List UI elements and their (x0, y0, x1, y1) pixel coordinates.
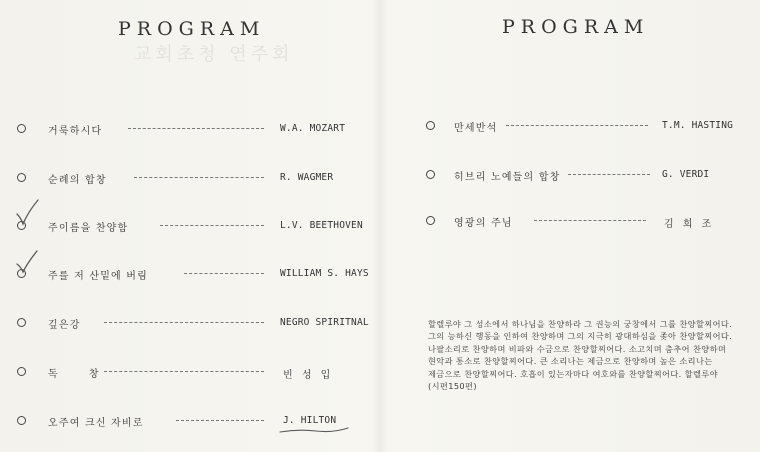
pencil-check-icon (14, 198, 44, 228)
circle-bullet-icon (17, 173, 26, 182)
item-composer: J. HILTON (283, 415, 337, 426)
program-item (0, 120, 380, 138)
dotted-leader (506, 125, 648, 126)
item-title: 주를 저 산밑에 버림 (48, 271, 149, 282)
circle-bullet-icon (17, 318, 26, 327)
item-title: 거룩하시다 (48, 126, 103, 137)
dotted-leader (104, 322, 264, 323)
program-item (380, 212, 760, 230)
program-item (0, 169, 380, 187)
item-composer: NEGRO SPIRITNAL (280, 317, 369, 328)
item-title: 깊은강 (48, 320, 81, 331)
program-item (0, 314, 380, 332)
program-item (0, 217, 380, 235)
circle-bullet-icon (17, 416, 26, 425)
item-title: 히브리 노예들의 합창 (454, 172, 561, 183)
pencil-check-icon (14, 250, 44, 280)
item-title: 만세반석 (454, 123, 498, 134)
right-page-title: PROGRAM (502, 16, 650, 38)
item-title: 영광의 주님 (454, 218, 513, 229)
program-item (380, 117, 760, 135)
ghost-heading: 교회초청 연주회 (134, 44, 294, 65)
dotted-leader (568, 174, 650, 175)
dotted-leader (160, 225, 264, 226)
dotted-leader (104, 371, 264, 372)
dotted-leader (176, 420, 264, 421)
program-item (0, 363, 380, 381)
item-composer: 빈 성 입 (283, 370, 334, 381)
program-item (380, 166, 760, 184)
dotted-leader (128, 128, 264, 129)
item-title: 주이름을 찬양함 (48, 223, 129, 234)
item-title: 독 창 (48, 369, 113, 380)
left-page-title: PROGRAM (118, 18, 266, 40)
psalm-150-text: 할렐루야 그 성소에서 하나님을 찬양하라 그 권능의 궁창에서 그를 찬양할찌어다. 그의 능하신 행동을 인하여 찬양하며 그의 지극히 광대하심을 좇아 찬양할찌어다. 나팔소리로 찬양하며 비파와 수금으로 찬양할찌어다. 소고치며 춤추어 찬양하며 현악과 통소로 찬양할찌어다. 큰 소리나는 제금으로 찬양하며 높은 소리나는 제금으로 찬양할찌어다. 호흡이 있는자마다 여호와를 찬양할찌어다. 할렐루야(시편150편) (428, 319, 733, 392)
item-composer: R. WAGMER (280, 172, 334, 183)
circle-bullet-icon (17, 367, 26, 376)
dotted-leader (184, 273, 264, 274)
circle-bullet-icon (17, 124, 26, 133)
item-composer: WILLIAM S. HAYS (280, 268, 369, 279)
program-item (0, 265, 380, 283)
dotted-leader (534, 220, 646, 221)
right-page (380, 0, 760, 452)
dotted-leader (134, 177, 264, 178)
item-title: 오주여 크신 자비로 (48, 418, 144, 429)
item-composer: G. VERDI (662, 169, 710, 180)
circle-bullet-icon (426, 216, 435, 225)
circle-bullet-icon (426, 121, 435, 130)
pencil-underline-icon (278, 426, 350, 436)
item-composer: 김 희 조 (664, 219, 715, 230)
item-composer: W.A. MOZART (280, 123, 346, 134)
item-title: 순례의 합창 (48, 175, 107, 186)
circle-bullet-icon (426, 170, 435, 179)
item-composer: L.V. BEETHOVEN (280, 220, 363, 231)
item-composer: T.M. HASTING (662, 120, 734, 131)
